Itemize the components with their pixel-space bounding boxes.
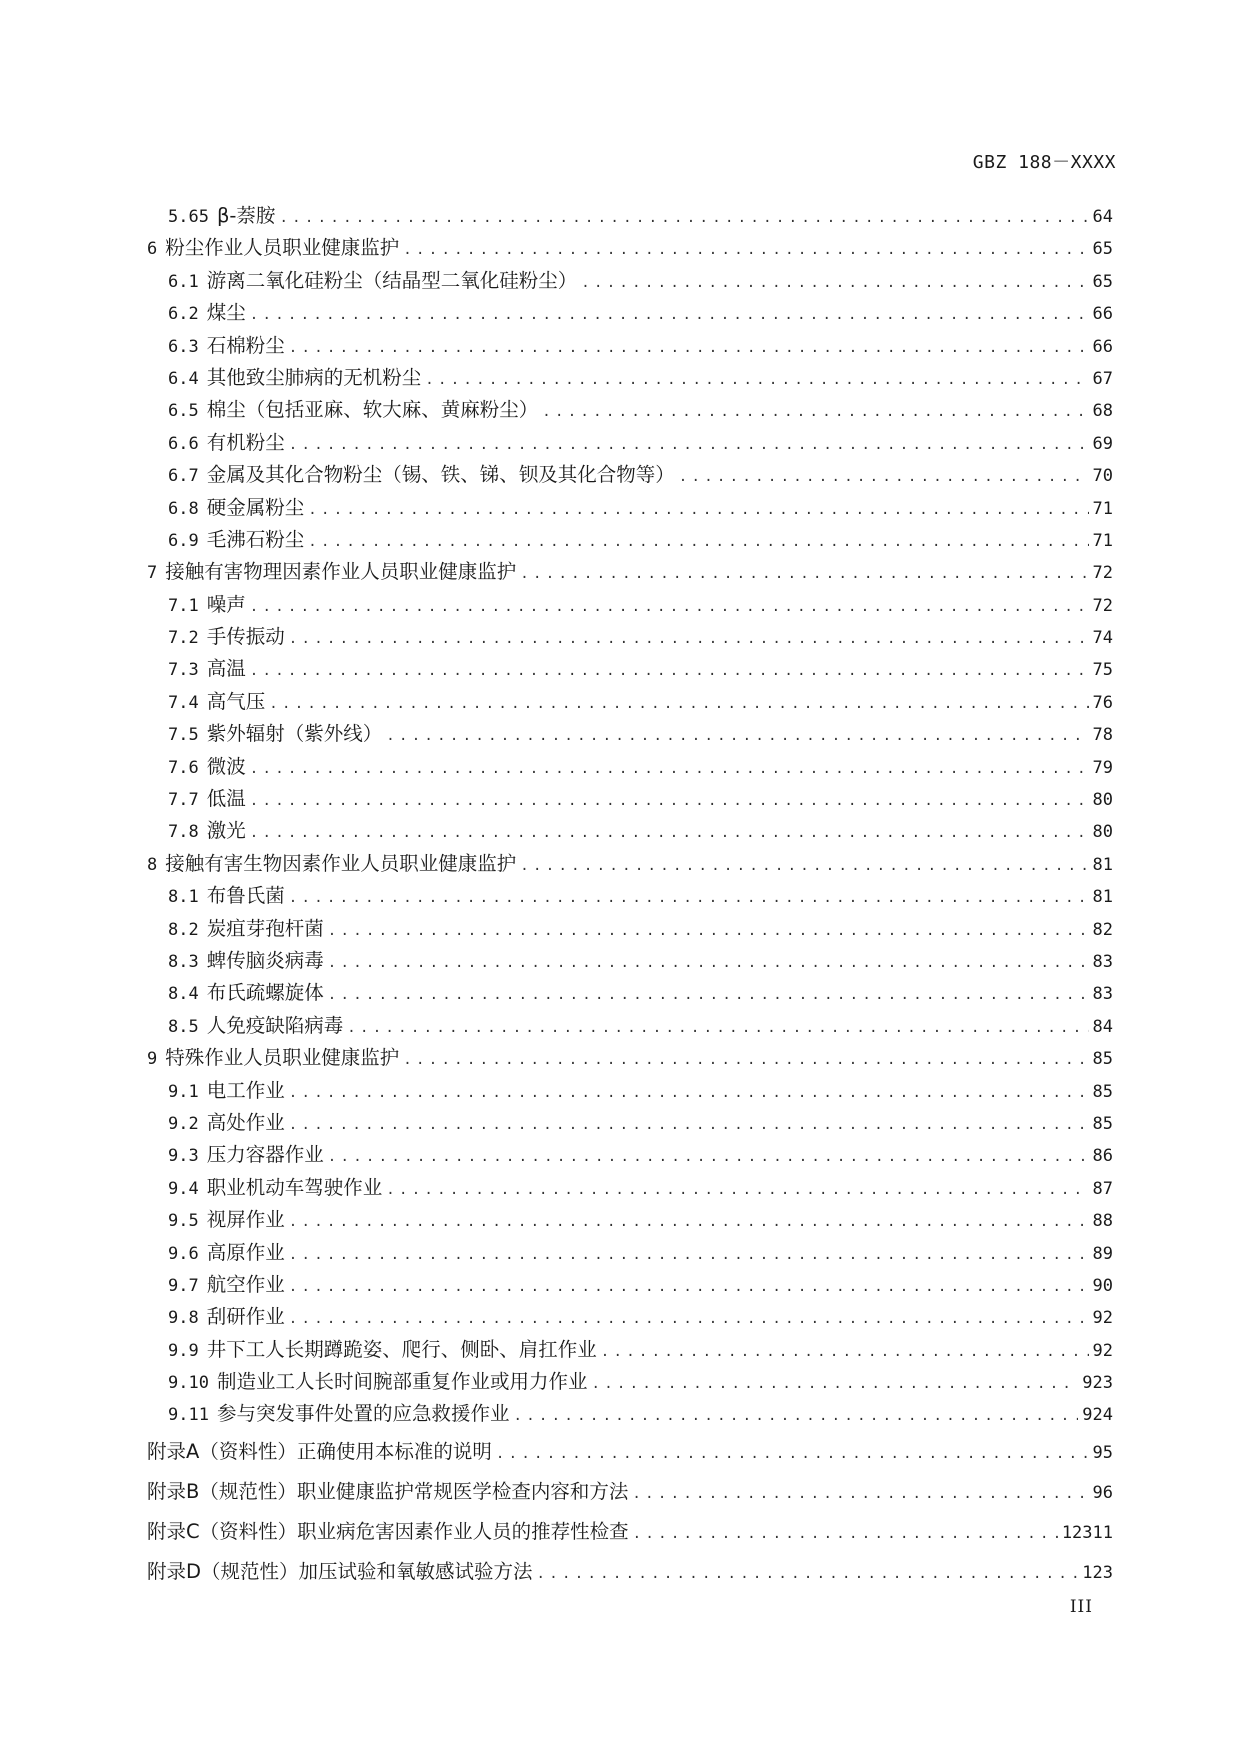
toc-entry-title: 航空作业	[206, 1272, 285, 1296]
toc-entry-page: 85	[1092, 1049, 1113, 1070]
toc-entry-title: 噪声	[206, 592, 246, 616]
toc-entry-number: 7	[147, 563, 158, 584]
dot-leader	[289, 1303, 1089, 1335]
toc-entry-page: 69	[1092, 433, 1113, 454]
toc-entry-title: 硬金属粉尘	[206, 495, 305, 519]
toc-entry-number: 7.3	[168, 660, 199, 681]
toc-entry-title: 视屏作业	[206, 1208, 285, 1232]
toc-entry-page: 87	[1092, 1178, 1113, 1199]
toc-entry-title: 高处作业	[206, 1110, 285, 1134]
dot-leader	[289, 882, 1089, 914]
toc-entry-title: 棉尘（包括亚麻、软大麻、黄麻粉尘）	[206, 398, 539, 422]
dot-leader	[250, 299, 1089, 331]
dot-leader	[403, 234, 1088, 266]
appendix-page: 95	[1092, 1443, 1113, 1463]
toc-entry-number: 6.3	[168, 336, 199, 357]
toc-entry-number: 6.8	[168, 498, 199, 519]
toc-entry-page: 80	[1092, 822, 1113, 843]
toc-entry-page: 79	[1092, 757, 1113, 778]
toc-entry[interactable]	[147, 1172, 1113, 1204]
toc-entry-title: 压力容器作业	[206, 1143, 324, 1167]
toc-entry[interactable]	[147, 330, 1113, 362]
toc-entry[interactable]	[147, 1398, 1113, 1430]
toc-entry[interactable]	[147, 394, 1113, 426]
appendix-entry[interactable]	[147, 1512, 1113, 1552]
toc-entry-number: 7.7	[168, 790, 199, 811]
toc-entry-number: 9	[147, 1049, 158, 1070]
dot-leader	[289, 1109, 1089, 1141]
toc-entry-page: 67	[1092, 368, 1113, 389]
appendix-title: 职业病危害因素作业人员的推荐性检查	[297, 1520, 629, 1543]
dot-leader	[347, 1012, 1088, 1044]
toc-entry-title: 参与突发事件处置的应急救援作业	[216, 1402, 510, 1426]
toc-entry[interactable]	[147, 880, 1113, 912]
toc-entry-page: 92	[1092, 1308, 1113, 1329]
table-of-contents	[147, 200, 1113, 1431]
toc-entry[interactable]	[147, 1334, 1113, 1366]
toc-entry[interactable]	[147, 621, 1113, 653]
toc-entry-number: 7.2	[168, 628, 199, 649]
toc-entry-number: 6.6	[168, 433, 199, 454]
toc-entry-title: 高气压	[206, 689, 266, 713]
toc-entry[interactable]	[147, 459, 1113, 491]
toc-entry-title: 金属及其化合物粉尘（锡、铁、锑、钡及其化合物等）	[206, 463, 675, 487]
toc-entry[interactable]	[147, 1301, 1113, 1333]
toc-entry-title: 布鲁氏菌	[206, 884, 285, 908]
dot-leader	[591, 1368, 1078, 1400]
dot-leader	[289, 332, 1089, 364]
toc-entry-number: 9.7	[168, 1275, 199, 1296]
toc-entry-title: 人免疫缺陷病毒	[206, 1013, 344, 1037]
toc-entry-title: β-萘胺	[216, 204, 276, 227]
dot-leader	[496, 1434, 1089, 1474]
toc-entry-number: 6.2	[168, 304, 199, 325]
toc-entry[interactable]	[147, 1010, 1113, 1042]
toc-entry-page: 83	[1092, 984, 1113, 1005]
dot-leader	[289, 623, 1089, 655]
dot-leader	[328, 1141, 1089, 1173]
dot-leader	[520, 558, 1088, 590]
dot-leader	[289, 1271, 1089, 1303]
appendix-page: 12311	[1061, 1523, 1113, 1543]
toc-entry-page: 923	[1082, 1373, 1113, 1394]
toc-entry[interactable]	[147, 653, 1113, 685]
toc-entry[interactable]	[147, 492, 1113, 524]
toc-entry-page: 66	[1092, 336, 1113, 357]
toc-entry[interactable]	[147, 524, 1113, 556]
toc-entry-page: 68	[1092, 401, 1113, 422]
toc-entry-title: 手传振动	[206, 625, 285, 649]
dot-leader	[328, 979, 1089, 1011]
toc-entry-title: 微波	[206, 754, 246, 778]
toc-entry[interactable]	[147, 297, 1113, 329]
toc-entry[interactable]	[147, 945, 1113, 977]
toc-entry-number: 9.9	[168, 1340, 199, 1361]
toc-entry-page: 85	[1092, 1081, 1113, 1102]
toc-entry-page: 66	[1092, 304, 1113, 325]
toc-entry-number: 8.2	[168, 919, 199, 940]
toc-entry[interactable]	[147, 718, 1113, 750]
toc-entry-number: 9.10	[168, 1373, 209, 1394]
toc-entry-number: 9.4	[168, 1178, 199, 1199]
toc-entry-page: 82	[1092, 919, 1113, 940]
toc-entry-page: 80	[1092, 790, 1113, 811]
toc-entry-page: 81	[1092, 854, 1113, 875]
toc-entry-page: 81	[1092, 887, 1113, 908]
toc-entry-page: 76	[1092, 692, 1113, 713]
toc-entry-title: 煤尘	[206, 301, 246, 325]
toc-entry-page: 86	[1092, 1146, 1113, 1167]
toc-entry[interactable]	[147, 232, 1113, 264]
toc-entry-page: 78	[1092, 725, 1113, 746]
appendix-label: 附录D（规范性）	[147, 1560, 299, 1583]
appendix-title: 职业健康监护常规医学检查内容和方法	[296, 1480, 629, 1503]
dot-leader	[520, 850, 1088, 882]
toc-entry-number: 7.4	[168, 692, 199, 713]
toc-entry[interactable]	[147, 1139, 1113, 1171]
toc-entry-number: 6	[147, 239, 158, 260]
toc-entry-title: 游离二氧化硅粉尘（结晶型二氧化硅粉尘）	[206, 268, 578, 292]
dot-leader	[328, 915, 1089, 947]
toc-entry-number: 8.5	[168, 1016, 199, 1037]
toc-entry-number: 9.11	[168, 1405, 209, 1426]
toc-entry[interactable]	[147, 556, 1113, 588]
dot-leader	[403, 1044, 1088, 1076]
toc-entry[interactable]	[147, 1204, 1113, 1236]
toc-entry-page: 92	[1092, 1340, 1113, 1361]
dot-leader	[308, 494, 1088, 526]
toc-entry-title: 刮研作业	[206, 1305, 285, 1329]
toc-entry-title: 低温	[206, 787, 246, 811]
toc-entry-number: 6.7	[168, 466, 199, 487]
dot-leader	[633, 1514, 1058, 1554]
appendix-page: 96	[1092, 1483, 1113, 1503]
appendix-entry[interactable]	[147, 1552, 1113, 1592]
appendix-page: 123	[1082, 1563, 1113, 1583]
toc-entry[interactable]	[147, 1237, 1113, 1269]
toc-entry-number: 6.5	[168, 401, 199, 422]
toc-entry-page: 72	[1092, 595, 1113, 616]
toc-entry[interactable]	[147, 977, 1113, 1009]
toc-entry[interactable]	[147, 1042, 1113, 1074]
toc-entry-number: 9.2	[168, 1113, 199, 1134]
toc-entry[interactable]	[147, 362, 1113, 394]
toc-entry-title: 紫外辐射（紫外线）	[206, 722, 383, 746]
toc-entry-number: 7.5	[168, 725, 199, 746]
appendix-label: 附录B（规范性）	[147, 1480, 297, 1503]
toc-entry-number: 6.4	[168, 368, 199, 389]
toc-entry[interactable]	[147, 265, 1113, 297]
dot-leader	[542, 396, 1088, 428]
dot-leader	[328, 947, 1089, 979]
toc-entry[interactable]	[147, 200, 1113, 232]
appendix-title: 加压试验和氧敏感试验方法	[298, 1560, 533, 1583]
dot-leader	[289, 429, 1089, 461]
toc-entry-page: 88	[1092, 1211, 1113, 1232]
toc-entry-page: 74	[1092, 628, 1113, 649]
dot-leader	[269, 688, 1088, 720]
toc-entry-title: 特殊作业人员职业健康监护	[165, 1046, 400, 1070]
toc-entry-page: 65	[1092, 271, 1113, 292]
toc-entry-page: 71	[1092, 530, 1113, 551]
toc-entry-title: 蜱传脑炎病毒	[206, 948, 324, 972]
toc-entry-title: 其他致尘肺病的无机粉尘	[206, 365, 422, 389]
dot-leader	[632, 1474, 1088, 1514]
dot-leader	[537, 1554, 1079, 1594]
toc-entry-number: 5.65	[168, 207, 209, 227]
dot-leader	[581, 267, 1088, 299]
toc-entry-title: 制造业工人长时间腕部重复作业或用力作业	[216, 1370, 588, 1394]
toc-entry[interactable]	[147, 1075, 1113, 1107]
toc-entry-number: 7.1	[168, 595, 199, 616]
toc-entry-number: 7.8	[168, 822, 199, 843]
toc-entry-title: 有机粉尘	[206, 430, 285, 454]
toc-entry[interactable]	[147, 1366, 1113, 1398]
toc-entry-title: 炭疽芽孢杆菌	[206, 916, 324, 940]
toc-entry-title: 职业机动车驾驶作业	[206, 1175, 383, 1199]
toc-entry-number: 8.4	[168, 984, 199, 1005]
toc-entry[interactable]	[147, 913, 1113, 945]
toc-entry[interactable]	[147, 1269, 1113, 1301]
toc-entry-number: 9.6	[168, 1243, 199, 1264]
dot-leader	[250, 817, 1089, 849]
toc-entry-page: 85	[1092, 1113, 1113, 1134]
document-code: GBZ 188－XXXX	[972, 152, 1116, 173]
toc-entry-number: 9.8	[168, 1308, 199, 1329]
dot-leader	[289, 1239, 1089, 1271]
dot-leader	[289, 1206, 1089, 1238]
dot-leader	[386, 720, 1088, 752]
dot-leader	[279, 202, 1088, 234]
dot-leader	[386, 1174, 1088, 1206]
toc-entry-page: 83	[1092, 951, 1113, 972]
toc-entry-number: 7.6	[168, 757, 199, 778]
toc-entry-page: 71	[1092, 498, 1113, 519]
dot-leader	[308, 526, 1088, 558]
toc-entry-page: 90	[1092, 1275, 1113, 1296]
toc-entry-title: 高原作业	[206, 1240, 285, 1264]
toc-entry-title: 井下工人长期蹲跪姿、爬行、侧卧、肩扛作业	[206, 1337, 597, 1361]
appendix-entry[interactable]	[147, 1472, 1113, 1512]
toc-entry-title: 粉尘作业人员职业健康监护	[165, 236, 400, 260]
toc-entry-number: 9.1	[168, 1081, 199, 1102]
toc-entry-page: 75	[1092, 660, 1113, 681]
toc-entry-number: 8.1	[168, 887, 199, 908]
appendix-label: 附录C（资料性）	[147, 1520, 298, 1543]
toc-entry-page: 84	[1092, 1016, 1113, 1037]
dot-leader	[601, 1336, 1089, 1368]
dot-leader	[250, 785, 1089, 817]
dot-leader	[679, 461, 1089, 493]
toc-entry[interactable]	[147, 751, 1113, 783]
dot-leader	[250, 655, 1089, 687]
appendix-entry[interactable]	[147, 1432, 1113, 1472]
appendix-title: 正确使用本标准的说明	[296, 1440, 492, 1463]
toc-entry[interactable]	[147, 589, 1113, 621]
appendix-list	[147, 1432, 1113, 1592]
toc-entry-number: 9.3	[168, 1146, 199, 1167]
toc-entry-number: 6.1	[168, 271, 199, 292]
toc-entry-page: 924	[1082, 1405, 1113, 1426]
dot-leader	[250, 753, 1089, 785]
toc-entry[interactable]	[147, 686, 1113, 718]
appendix-label: 附录A（资料性）	[147, 1440, 297, 1463]
toc-entry-number: 8.3	[168, 951, 199, 972]
toc-entry-page: 65	[1092, 239, 1113, 260]
toc-entry-title: 接触有害生物因素作业人员职业健康监护	[165, 851, 517, 875]
toc-entry-number: 9.5	[168, 1211, 199, 1232]
toc-entry[interactable]	[147, 427, 1113, 459]
toc-entry-title: 石棉粉尘	[206, 333, 285, 357]
toc-entry-title: 毛沸石粉尘	[206, 527, 305, 551]
toc-entry-title: 激光	[206, 819, 246, 843]
toc-entry-page: 70	[1092, 466, 1113, 487]
toc-entry[interactable]	[147, 848, 1113, 880]
toc-entry-number: 6.9	[168, 530, 199, 551]
toc-entry-title: 布氏疏螺旋体	[206, 981, 324, 1005]
toc-entry-page: 72	[1092, 563, 1113, 584]
dot-leader	[250, 591, 1089, 623]
toc-entry-number: 8	[147, 854, 158, 875]
toc-entry-page: 64	[1092, 207, 1113, 227]
toc-entry-title: 接触有害物理因素作业人员职业健康监护	[165, 560, 517, 584]
toc-entry-title: 高温	[206, 657, 246, 681]
page-number: III	[1069, 1597, 1093, 1617]
toc-entry[interactable]	[147, 783, 1113, 815]
dot-leader	[425, 364, 1088, 396]
toc-entry[interactable]	[147, 815, 1113, 847]
dot-leader	[513, 1400, 1078, 1432]
toc-entry-title: 电工作业	[206, 1078, 285, 1102]
toc-entry-page: 89	[1092, 1243, 1113, 1264]
toc-entry[interactable]	[147, 1107, 1113, 1139]
dot-leader	[289, 1077, 1089, 1109]
